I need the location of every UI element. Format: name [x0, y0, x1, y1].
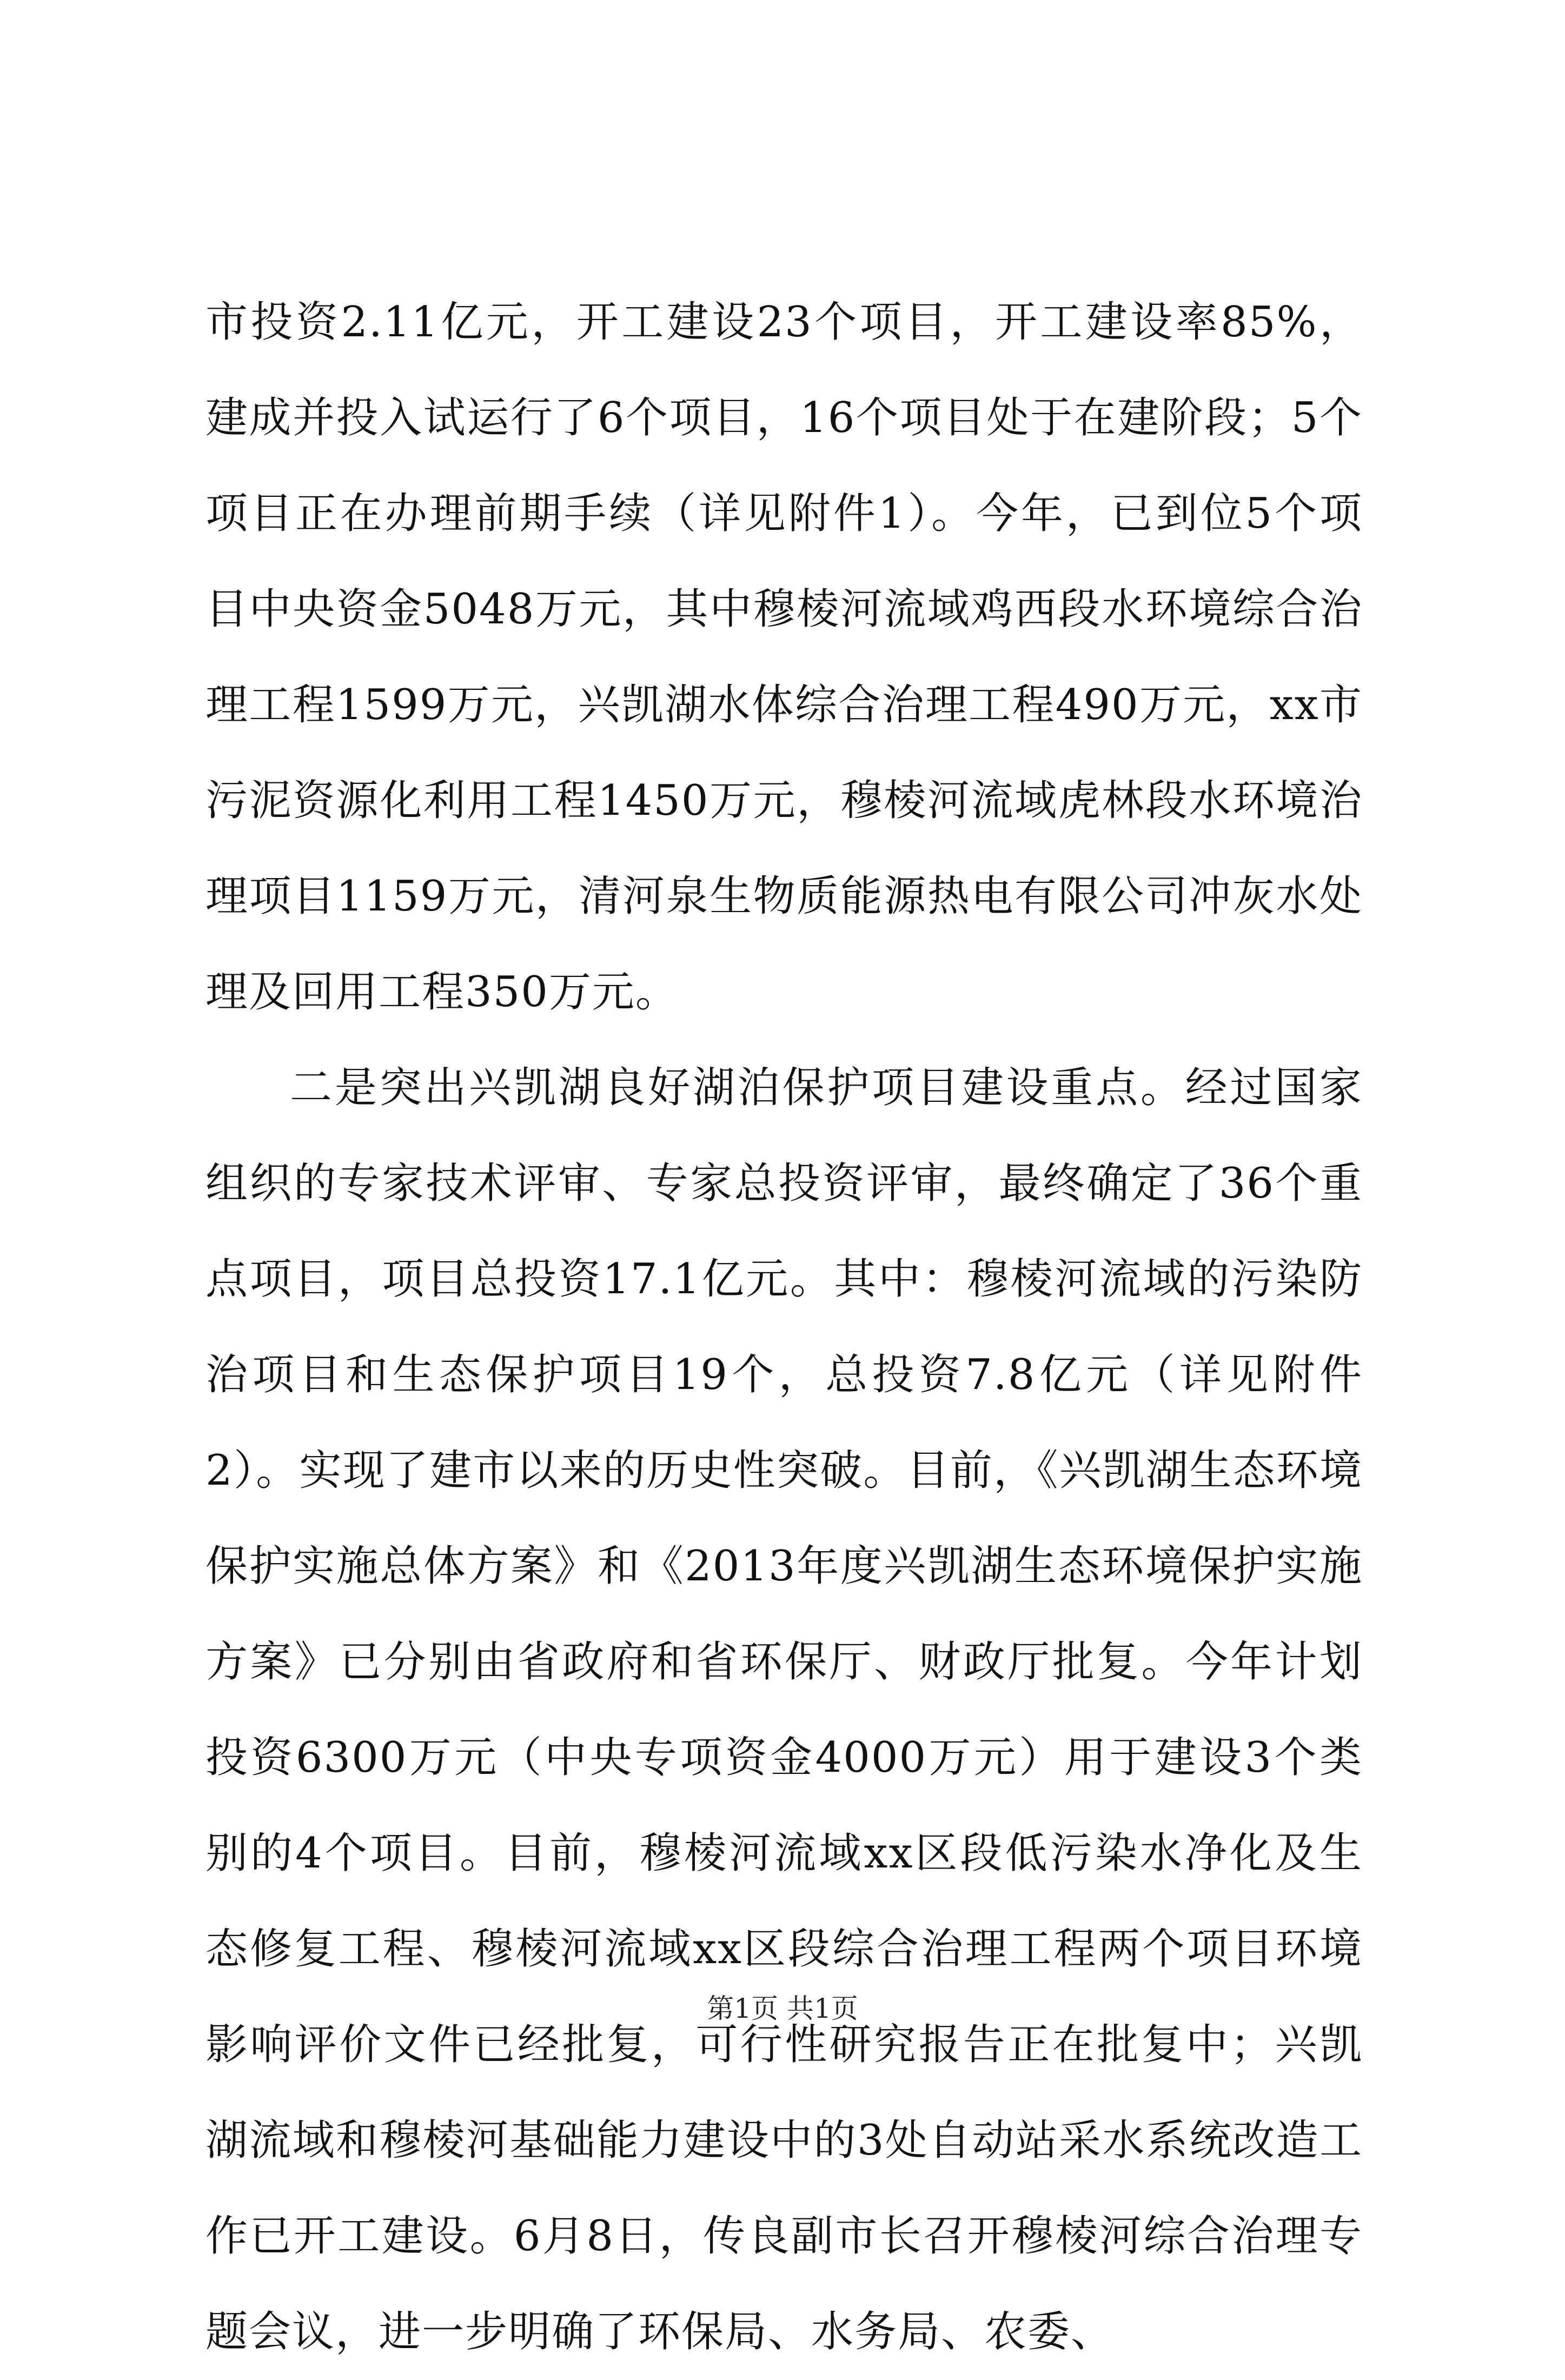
paragraph-xingkai-lake-projects: 二是突出兴凯湖良好湖泊保护项目建设重点。经过国家组织的专家技术评审、专家总投资评审，最终确定了36个重点项目，项目总投资17.1亿元。其中：穆棱河流域的污染防治项目和生态保护项目19个，总投资7.8亿元（详见附件2）。实现了建市以来的历史性突破。目前，《兴凯湖生态环境保护实施总体方案》和《2013年度兴凯湖生态环境保护实施方案》已分别由省政府和省环保厅、财政厅批复。今年计划投资6300万元（中央专项资金4000万元）用于建设3个类别的4个项目。目前，穆棱河流域xx区段低污染水净化及生态修复工程、穆棱河流域xx区段综合治理工程两个项目环境影响评价文件已经批复，可行性研究报告正在批复中；兴凯湖流域和穆棱河基础能力建设中的3处自动站采水系统改造工作已开工建设。6月8日，传良副市长召开穆棱河综合治理专题会议，进一步明确了环保局、水务局、农委、	[205, 1063, 1363, 2356]
page-footer: 第1页 共1页	[707, 1993, 858, 2024]
paragraph-investment-summary: 市投资2.11亿元，开工建设23个项目，开工建设率85%，建成并投入试运行了6个项目，16个项目处于在建阶段；5个项目正在办理前期手续（详见附件1）。今年，已到位5个项目中央资金5048万元，其中穆棱河流域鸡西段水环境综合治理工程1599万元，兴凯湖水体综合治理工程490万元，xx市污泥资源化利用工程1450万元，穆棱河流域虎林段水环境治理项目1159万元，清河泉生物质能源热电有限公司冲灰水处理及回用工程350万元。	[205, 298, 1363, 1016]
document-body	[205, 275, 1363, 2380]
